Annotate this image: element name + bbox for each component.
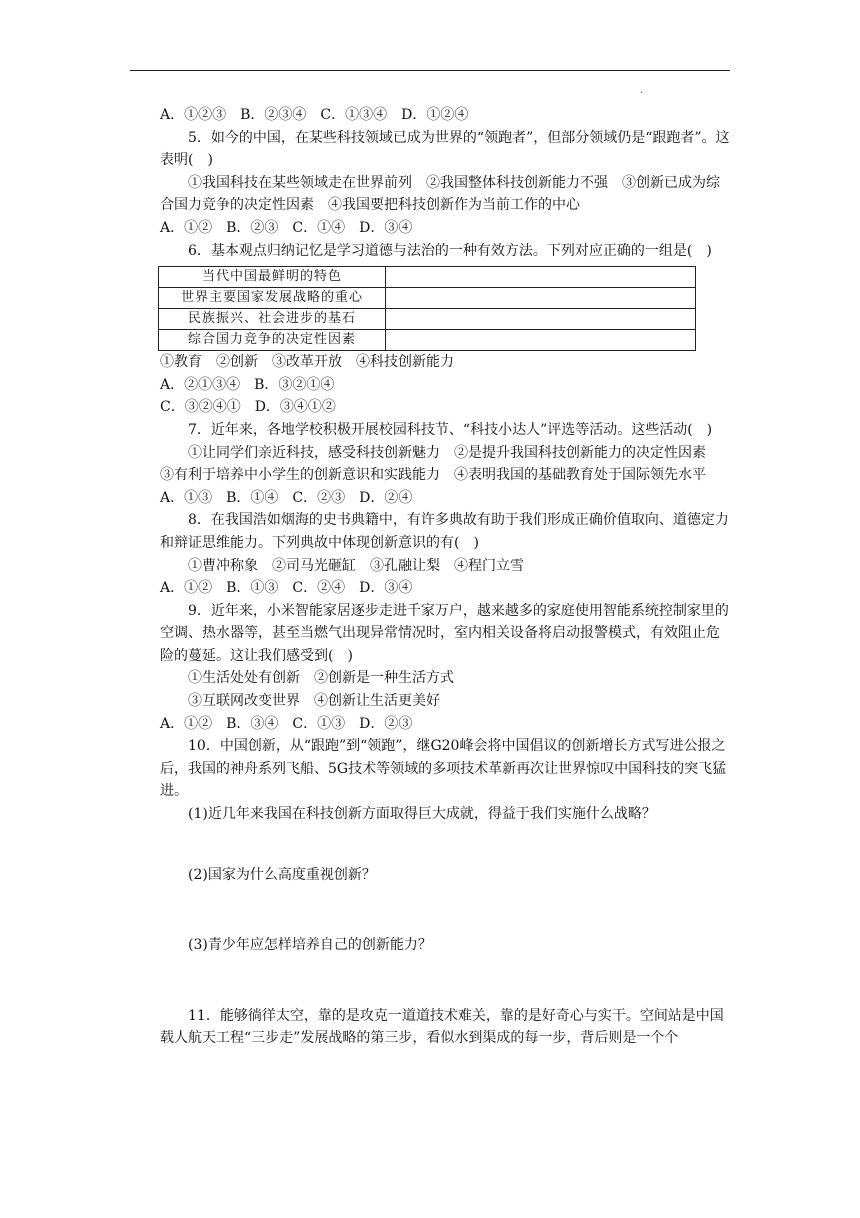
table-cell: 当代中国最鲜明的特色 (159, 267, 386, 288)
q6-stem: 6．基本观点归纳记忆是学习道德与法治的一种有效方法。下列对应正确的一组是( ) (188, 242, 712, 259)
q10-sub2: (2)国家为什么高度重视创新？ (188, 866, 376, 883)
q9-items-2: ③互联网改变世界 ④创新让生活更美好 (188, 693, 440, 710)
table-cell: 民族振兴、社会进步的基石 (159, 309, 386, 330)
q5-options: A．①② B．②③ C．①④ D．③④ (160, 219, 413, 236)
answer-space (160, 886, 730, 934)
table-cell (386, 330, 696, 351)
answer-space (160, 957, 730, 1005)
q8-options: A．①② B．①③ C．②④ D．③④ (160, 580, 413, 597)
answer-space (160, 826, 730, 864)
page-content (160, 104, 730, 1050)
top-options: A．①②③ B．②③④ C．①③④ D．①②④ (160, 107, 469, 123)
table-cell (386, 267, 696, 288)
q7-stem: 7．近年来，各地学校积极开展校园科技节、“科技小达人”评选等活动。这些活动( ) (188, 421, 713, 438)
q8-stem: 8．在我国浩如烟海的史书典籍中，有许多典故有助于我们形成正确价值取向、道德定力和辩证思维能力。下列典故中体现创新意识的有( ) (160, 512, 729, 551)
table-cell: 综合国力竞争的决定性因素 (159, 330, 386, 351)
q11-stem: 11．能够徜徉太空，靠的是攻克一道道技术难关，靠的是好奇心与实干。空间站是中国载人航天工程“三步走”发展战略的第三步，看似水到渠成的每一步，背后则是一个个 (160, 1007, 724, 1047)
q10-sub3: (3)青少年应怎样培养自己的创新能力？ (188, 937, 432, 954)
header-dot: · (640, 88, 644, 99)
table-row (159, 330, 696, 351)
q10-sub1: (1)近几年来我国在科技创新方面取得巨大成就，得益于我们实施什么战略？ (188, 806, 656, 823)
q6-options-cd: C．③②④① D．③④①② (160, 399, 336, 416)
q5-stem: 5．如今的中国，在某些科技领域已成为世界的“领跑者”，但部分领域仍是“跟跑者”。这表明( ) (160, 129, 730, 169)
q10-stem: 10．中国创新，从“跟跑”到“领跑”，继G20峰会将中国倡议的创新增长方式写进公报之后，我国的神舟系列飞船、5G技术等领域的多项技术革新再次让世界惊叹中国科技的突飞猛进。 (160, 738, 727, 800)
q6-items: ①教育 ②创新 ③改革开放 ④科技创新能力 (160, 354, 454, 371)
q9-stem: 9．近年来，小米智能家居逐步走进千家万户，越来越多的家庭使用智能系统控制家里的空调、热水器等，甚至当燃气出现异常情况时，室内相关设备将启动报警模式，有效阻止危险的蔓延。这让我们感受到( ) (160, 602, 729, 664)
q6-options-ab: A．②①③④ B．③②①④ (160, 376, 335, 393)
table-cell: 世界主要国家发展战略的重心 (159, 288, 386, 309)
q7-items: ①让同学们亲近科技，感受科技创新魅力 ②是提升我国科技创新能力的决定性因素 ③有利于培养中小学生的创新意识和实践能力 ④表明我国的基础教育处于国际领先水平 (160, 444, 720, 484)
q8-items: ①曹冲称象 ②司马光砸缸 ③孔融让梨 ④程门立雪 (188, 557, 524, 574)
table-row (159, 267, 696, 288)
table-cell (386, 309, 696, 330)
table-row (159, 309, 696, 330)
table-row (159, 288, 696, 309)
q9-items-1: ①生活处处有创新 ②创新是一种生活方式 (188, 670, 454, 687)
q6-table (158, 266, 696, 351)
q5-items: ①我国科技在某些领域走在世界前列 ②我国整体科技创新能力不强 ③创新已成为综合国力竞争的决定性因素 ④我国要把科技创新作为当前工作的中心 (160, 174, 720, 214)
q7-options: A．①③ B．①④ C．②③ D．②④ (160, 489, 413, 506)
q9-options: A．①② B．③④ C．①③ D．②③ (160, 715, 413, 732)
header-rule (130, 70, 730, 71)
table-cell (386, 288, 696, 309)
